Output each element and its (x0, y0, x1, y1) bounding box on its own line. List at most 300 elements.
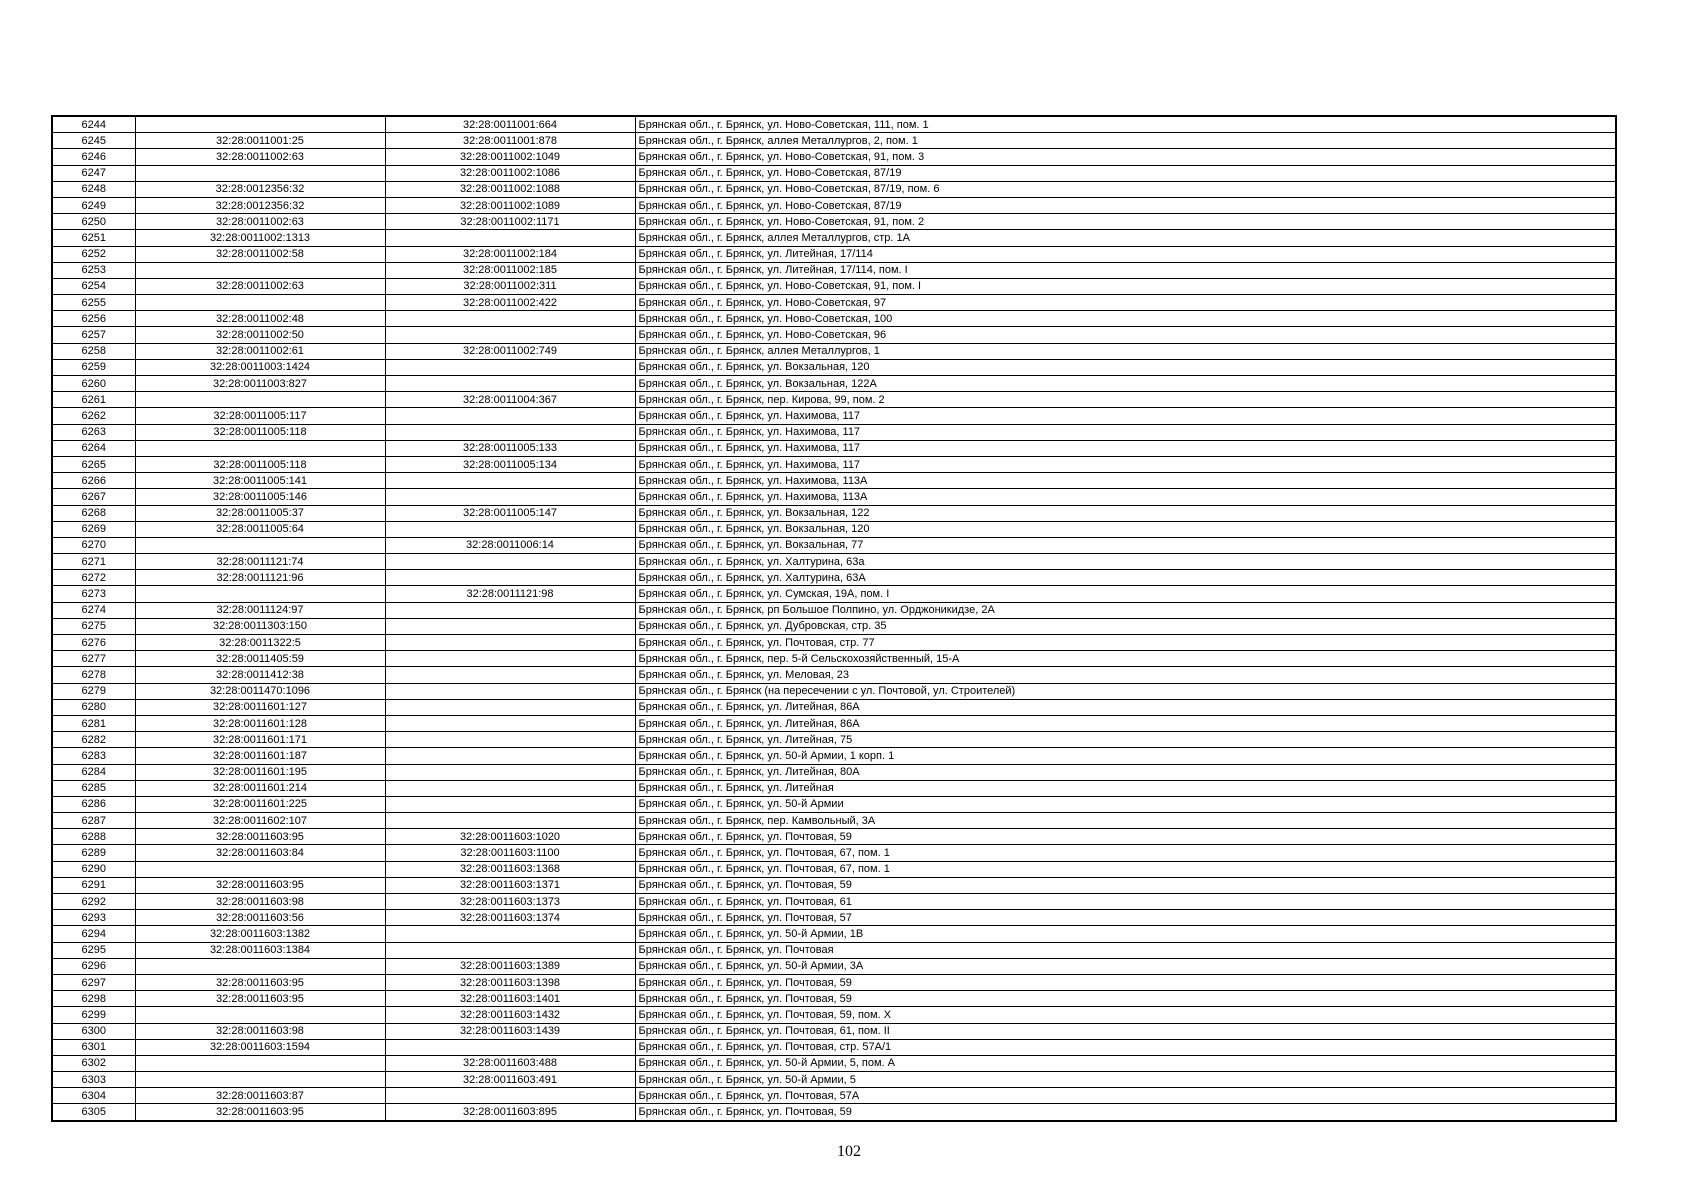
row-number-cell: 6284 (52, 764, 135, 780)
table-row (52, 343, 1616, 359)
row-number-cell: 6272 (52, 570, 135, 586)
table-row (52, 262, 1616, 278)
table-row (52, 667, 1616, 683)
land-cadastral-number-cell: 32:28:0011602:107 (135, 813, 385, 829)
address-cell: Брянская обл., г. Брянск, пер. Кирова, 99, пом. 2 (635, 392, 1616, 408)
row-number-cell: 6253 (52, 262, 135, 278)
land-cadastral-number-cell: 32:28:0011412:38 (135, 667, 385, 683)
object-cadastral-number-cell (385, 554, 635, 570)
table-row (52, 133, 1616, 149)
land-cadastral-number-cell: 32:28:0011002:61 (135, 343, 385, 359)
land-cadastral-number-cell: 32:28:0011470:1096 (135, 683, 385, 699)
table-row (52, 456, 1616, 472)
address-cell: Брянская обл., г. Брянск, ул. Почтовая (635, 942, 1616, 958)
land-cadastral-number-cell: 32:28:0011005:146 (135, 489, 385, 505)
land-cadastral-number-cell: 32:28:0011603:95 (135, 1104, 385, 1121)
object-cadastral-number-cell (385, 424, 635, 440)
object-cadastral-number-cell (385, 230, 635, 246)
address-cell: Брянская обл., г. Брянск, ул. Нахимова, 113А (635, 489, 1616, 505)
land-cadastral-number-cell: 32:28:0011405:59 (135, 651, 385, 667)
land-cadastral-number-cell: 32:28:0011002:63 (135, 214, 385, 230)
object-cadastral-number-cell (385, 764, 635, 780)
table-row (52, 748, 1616, 764)
object-cadastral-number-cell: 32:28:0011002:422 (385, 295, 635, 311)
object-cadastral-number-cell: 32:28:0011603:1432 (385, 1007, 635, 1023)
address-cell: Брянская обл., г. Брянск, ул. Почтовая, 59 (635, 991, 1616, 1007)
table-row (52, 1072, 1616, 1088)
table-row (52, 473, 1616, 489)
address-cell: Брянская обл., г. Брянск, ул. Вокзальная, 120 (635, 359, 1616, 375)
object-cadastral-number-cell: 32:28:0011603:1398 (385, 974, 635, 990)
table-row (52, 861, 1616, 877)
object-cadastral-number-cell: 32:28:0011603:1389 (385, 958, 635, 974)
row-number-cell: 6304 (52, 1088, 135, 1104)
row-number-cell: 6261 (52, 392, 135, 408)
land-cadastral-number-cell: 32:28:0011601:187 (135, 748, 385, 764)
table-row (52, 197, 1616, 213)
row-number-cell: 6262 (52, 408, 135, 424)
object-cadastral-number-cell: 32:28:0011603:488 (385, 1055, 635, 1071)
address-cell: Брянская обл., г. Брянск, ул. Почтовая, 59 (635, 877, 1616, 893)
object-cadastral-number-cell: 32:28:0011603:1368 (385, 861, 635, 877)
address-cell: Брянская обл., г. Брянск, пер. 5-й Сельскохозяйственный, 15-А (635, 651, 1616, 667)
object-cadastral-number-cell (385, 618, 635, 634)
table-row (52, 489, 1616, 505)
table-row (52, 392, 1616, 408)
object-cadastral-number-cell (385, 683, 635, 699)
land-cadastral-number-cell: 32:28:0011002:1313 (135, 230, 385, 246)
land-cadastral-number-cell: 32:28:0011601:195 (135, 764, 385, 780)
cadastral-register-table (51, 115, 1617, 1122)
land-cadastral-number-cell: 32:28:0011005:37 (135, 505, 385, 521)
row-number-cell: 6283 (52, 748, 135, 764)
object-cadastral-number-cell (385, 651, 635, 667)
register-table-body (52, 116, 1616, 1121)
address-cell: Брянская обл., г. Брянск, ул. Вокзальная, 77 (635, 537, 1616, 553)
land-cadastral-number-cell: 32:28:0011005:117 (135, 408, 385, 424)
land-cadastral-number-cell: 32:28:0011601:171 (135, 732, 385, 748)
table-row (52, 732, 1616, 748)
object-cadastral-number-cell: 32:28:0011002:311 (385, 278, 635, 294)
object-cadastral-number-cell: 32:28:0011001:878 (385, 133, 635, 149)
row-number-cell: 6300 (52, 1023, 135, 1039)
table-row (52, 780, 1616, 796)
table-row (52, 165, 1616, 181)
row-number-cell: 6263 (52, 424, 135, 440)
object-cadastral-number-cell (385, 780, 635, 796)
object-cadastral-number-cell: 32:28:0011603:1020 (385, 829, 635, 845)
land-cadastral-number-cell: 32:28:0011002:50 (135, 327, 385, 343)
land-cadastral-number-cell (135, 440, 385, 456)
object-cadastral-number-cell: 32:28:0011603:1401 (385, 991, 635, 1007)
row-number-cell: 6302 (52, 1055, 135, 1071)
row-number-cell: 6295 (52, 942, 135, 958)
address-cell: Брянская обл., г. Брянск, ул. 50-й Армии, 5, пом. А (635, 1055, 1616, 1071)
address-cell: Брянская обл., г. Брянск, ул. Литейная, 86А (635, 699, 1616, 715)
address-cell: Брянская обл., г. Брянск, ул. Ново-Советская, 91, пом. I (635, 278, 1616, 294)
table-row (52, 521, 1616, 537)
address-cell: Брянская обл., г. Брянск, ул. Ново-Советская, 87/19 (635, 197, 1616, 213)
address-cell: Брянская обл., г. Брянск, ул. Вокзальная, 120 (635, 521, 1616, 537)
table-row (52, 554, 1616, 570)
table-row (52, 813, 1616, 829)
land-cadastral-number-cell: 32:28:0011603:98 (135, 894, 385, 910)
row-number-cell: 6299 (52, 1007, 135, 1023)
row-number-cell: 6249 (52, 197, 135, 213)
row-number-cell: 6287 (52, 813, 135, 829)
address-cell: Брянская обл., г. Брянск, ул. Нахимова, 117 (635, 456, 1616, 472)
address-cell: Брянская обл., г. Брянск, аллея Металлургов, 2, пом. 1 (635, 133, 1616, 149)
row-number-cell: 6274 (52, 602, 135, 618)
table-row (52, 149, 1616, 165)
land-cadastral-number-cell: 32:28:0011603:1382 (135, 926, 385, 942)
address-cell: Брянская обл., г. Брянск, ул. Почтовая, 67, пом. 1 (635, 861, 1616, 877)
address-cell: Брянская обл., г. Брянск, ул. Сумская, 19А, пом. I (635, 586, 1616, 602)
row-number-cell: 6258 (52, 343, 135, 359)
address-cell: Брянская обл., г. Брянск, аллея Металлургов, стр. 1А (635, 230, 1616, 246)
land-cadastral-number-cell (135, 1007, 385, 1023)
address-cell: Брянская обл., г. Брянск, ул. Почтовая, 59 (635, 1104, 1616, 1121)
address-cell: Брянская обл., г. Брянск, ул. Почтовая, 57А (635, 1088, 1616, 1104)
table-row (52, 926, 1616, 942)
address-cell: Брянская обл., г. Брянск, ул. Ново-Советская, 91, пом. 2 (635, 214, 1616, 230)
row-number-cell: 6277 (52, 651, 135, 667)
table-row (52, 829, 1616, 845)
object-cadastral-number-cell: 32:28:0011002:1049 (385, 149, 635, 165)
object-cadastral-number-cell (385, 602, 635, 618)
land-cadastral-number-cell: 32:28:0011002:63 (135, 278, 385, 294)
address-cell: Брянская обл., г. Брянск, ул. Нахимова, 117 (635, 408, 1616, 424)
address-cell: Брянская обл., г. Брянск, ул. Нахимова, 113А (635, 473, 1616, 489)
address-cell: Брянская обл., г. Брянск, ул. Нахимова, 117 (635, 424, 1616, 440)
table-row (52, 570, 1616, 586)
table-row (52, 974, 1616, 990)
land-cadastral-number-cell: 32:28:0011603:95 (135, 877, 385, 893)
address-cell: Брянская обл., г. Брянск, ул. Вокзальная, 122А (635, 376, 1616, 392)
object-cadastral-number-cell: 32:28:0011004:367 (385, 392, 635, 408)
address-cell: Брянская обл., г. Брянск, ул. Ново-Советская, 100 (635, 311, 1616, 327)
address-cell: Брянская обл., г. Брянск, ул. Ново-Советская, 87/19, пом. 6 (635, 181, 1616, 197)
row-number-cell: 6268 (52, 505, 135, 521)
land-cadastral-number-cell: 32:28:0011601:127 (135, 699, 385, 715)
address-cell: Брянская обл., г. Брянск, аллея Металлургов, 1 (635, 343, 1616, 359)
object-cadastral-number-cell (385, 667, 635, 683)
table-row (52, 618, 1616, 634)
table-row (52, 602, 1616, 618)
object-cadastral-number-cell: 32:28:0011006:14 (385, 537, 635, 553)
row-number-cell: 6280 (52, 699, 135, 715)
address-cell: Брянская обл., г. Брянск, ул. Ново-Советская, 96 (635, 327, 1616, 343)
table-row (52, 651, 1616, 667)
land-cadastral-number-cell (135, 1072, 385, 1088)
land-cadastral-number-cell: 32:28:0011603:56 (135, 910, 385, 926)
object-cadastral-number-cell: 32:28:0011603:1374 (385, 910, 635, 926)
object-cadastral-number-cell: 32:28:0011603:1371 (385, 877, 635, 893)
address-cell: Брянская обл., г. Брянск, ул. 50-й Армии, 3А (635, 958, 1616, 974)
table-row (52, 505, 1616, 521)
object-cadastral-number-cell: 32:28:0011002:1171 (385, 214, 635, 230)
land-cadastral-number-cell: 32:28:0012356:32 (135, 197, 385, 213)
address-cell: Брянская обл., г. Брянск, ул. Литейная, 80А (635, 764, 1616, 780)
object-cadastral-number-cell (385, 813, 635, 829)
object-cadastral-number-cell (385, 408, 635, 424)
address-cell: Брянская обл., г. Брянск, ул. 50-й Армии, 1 корп. 1 (635, 748, 1616, 764)
land-cadastral-number-cell: 32:28:0011601:225 (135, 796, 385, 812)
row-number-cell: 6282 (52, 732, 135, 748)
land-cadastral-number-cell: 32:28:0011124:97 (135, 602, 385, 618)
address-cell: Брянская обл., г. Брянск, ул. Литейная, 17/114 (635, 246, 1616, 262)
table-row (52, 991, 1616, 1007)
table-row (52, 764, 1616, 780)
table-row (52, 1088, 1616, 1104)
address-cell: Брянская обл., г. Брянск, ул. Почтовая, стр. 57А/1 (635, 1039, 1616, 1055)
table-row (52, 683, 1616, 699)
object-cadastral-number-cell (385, 1039, 635, 1055)
land-cadastral-number-cell: 32:28:0011003:1424 (135, 359, 385, 375)
land-cadastral-number-cell: 32:28:0011603:84 (135, 845, 385, 861)
row-number-cell: 6260 (52, 376, 135, 392)
address-cell: Брянская обл., г. Брянск, ул. Меловая, 23 (635, 667, 1616, 683)
object-cadastral-number-cell (385, 942, 635, 958)
row-number-cell: 6278 (52, 667, 135, 683)
address-cell: Брянская обл., г. Брянск (на пересечении с ул. Почтовой, ул. Строителей) (635, 683, 1616, 699)
row-number-cell: 6291 (52, 877, 135, 893)
land-cadastral-number-cell: 32:28:0011005:118 (135, 456, 385, 472)
land-cadastral-number-cell: 32:28:0011002:63 (135, 149, 385, 165)
table-row (52, 440, 1616, 456)
address-cell: Брянская обл., г. Брянск, пер. Камвольный, 3А (635, 813, 1616, 829)
land-cadastral-number-cell (135, 537, 385, 553)
table-row (52, 1023, 1616, 1039)
table-row (52, 214, 1616, 230)
address-cell: Брянская обл., г. Брянск, ул. Ново-Советская, 97 (635, 295, 1616, 311)
object-cadastral-number-cell: 32:28:0011002:749 (385, 343, 635, 359)
land-cadastral-number-cell: 32:28:0011603:98 (135, 1023, 385, 1039)
table-row (52, 715, 1616, 731)
row-number-cell: 6247 (52, 165, 135, 181)
row-number-cell: 6286 (52, 796, 135, 812)
row-number-cell: 6259 (52, 359, 135, 375)
object-cadastral-number-cell (385, 489, 635, 505)
land-cadastral-number-cell: 32:28:0012356:32 (135, 181, 385, 197)
table-row (52, 408, 1616, 424)
address-cell: Брянская обл., г. Брянск, ул. Ново-Советская, 87/19 (635, 165, 1616, 181)
table-row (52, 958, 1616, 974)
row-number-cell: 6297 (52, 974, 135, 990)
table-row (52, 942, 1616, 958)
address-cell: Брянская обл., г. Брянск, ул. 50-й Армии (635, 796, 1616, 812)
address-cell: Брянская обл., г. Брянск, ул. Вокзальная, 122 (635, 505, 1616, 521)
object-cadastral-number-cell (385, 715, 635, 731)
object-cadastral-number-cell (385, 732, 635, 748)
table-row (52, 424, 1616, 440)
table-row (52, 376, 1616, 392)
address-cell: Брянская обл., г. Брянск, ул. Нахимова, 117 (635, 440, 1616, 456)
object-cadastral-number-cell: 32:28:0011603:1373 (385, 894, 635, 910)
land-cadastral-number-cell (135, 116, 385, 133)
object-cadastral-number-cell: 32:28:0011121:98 (385, 586, 635, 602)
object-cadastral-number-cell: 32:28:0011002:185 (385, 262, 635, 278)
table-row (52, 116, 1616, 133)
object-cadastral-number-cell (385, 1088, 635, 1104)
table-row (52, 181, 1616, 197)
land-cadastral-number-cell (135, 861, 385, 877)
row-number-cell: 6303 (52, 1072, 135, 1088)
object-cadastral-number-cell: 32:28:0011001:664 (385, 116, 635, 133)
row-number-cell: 6254 (52, 278, 135, 294)
address-cell: Брянская обл., г. Брянск, ул. Почтовая, стр. 77 (635, 635, 1616, 651)
row-number-cell: 6250 (52, 214, 135, 230)
address-cell: Брянская обл., г. Брянск, ул. 50-й Армии, 1В (635, 926, 1616, 942)
row-number-cell: 6301 (52, 1039, 135, 1055)
object-cadastral-number-cell: 32:28:0011603:1100 (385, 845, 635, 861)
row-number-cell: 6255 (52, 295, 135, 311)
address-cell: Брянская обл., г. Брянск, ул. Ново-Советская, 111, пом. 1 (635, 116, 1616, 133)
address-cell: Брянская обл., г. Брянск, ул. 50-й Армии, 5 (635, 1072, 1616, 1088)
address-cell: Брянская обл., г. Брянск, рп Большое Полпино, ул. Орджоникидзе, 2А (635, 602, 1616, 618)
address-cell: Брянская обл., г. Брянск, ул. Почтовая, 61 (635, 894, 1616, 910)
object-cadastral-number-cell: 32:28:0011002:1086 (385, 165, 635, 181)
land-cadastral-number-cell: 32:28:0011005:141 (135, 473, 385, 489)
table-row (52, 796, 1616, 812)
land-cadastral-number-cell (135, 586, 385, 602)
table-row (52, 359, 1616, 375)
table-row (52, 845, 1616, 861)
row-number-cell: 6273 (52, 586, 135, 602)
row-number-cell: 6266 (52, 473, 135, 489)
land-cadastral-number-cell: 32:28:0011603:1594 (135, 1039, 385, 1055)
address-cell: Брянская обл., г. Брянск, ул. Литейная, 75 (635, 732, 1616, 748)
object-cadastral-number-cell: 32:28:0011603:491 (385, 1072, 635, 1088)
object-cadastral-number-cell (385, 635, 635, 651)
address-cell: Брянская обл., г. Брянск, ул. Литейная (635, 780, 1616, 796)
address-cell: Брянская обл., г. Брянск, ул. Почтовая, 59 (635, 829, 1616, 845)
row-number-cell: 6279 (52, 683, 135, 699)
row-number-cell: 6305 (52, 1104, 135, 1121)
object-cadastral-number-cell: 32:28:0011603:895 (385, 1104, 635, 1121)
address-cell: Брянская обл., г. Брянск, ул. Почтовая, 61, пом. II (635, 1023, 1616, 1039)
land-cadastral-number-cell: 32:28:0011601:214 (135, 780, 385, 796)
address-cell: Брянская обл., г. Брянск, ул. Халтурина, 63а (635, 554, 1616, 570)
land-cadastral-number-cell: 32:28:0011121:74 (135, 554, 385, 570)
land-cadastral-number-cell: 32:28:0011003:827 (135, 376, 385, 392)
address-cell: Брянская обл., г. Брянск, ул. Почтовая, 67, пом. 1 (635, 845, 1616, 861)
land-cadastral-number-cell: 32:28:0011603:87 (135, 1088, 385, 1104)
row-number-cell: 6276 (52, 635, 135, 651)
land-cadastral-number-cell: 32:28:0011303:150 (135, 618, 385, 634)
row-number-cell: 6257 (52, 327, 135, 343)
land-cadastral-number-cell: 32:28:0011601:128 (135, 715, 385, 731)
row-number-cell: 6271 (52, 554, 135, 570)
land-cadastral-number-cell (135, 392, 385, 408)
land-cadastral-number-cell (135, 1055, 385, 1071)
table-row (52, 537, 1616, 553)
row-number-cell: 6292 (52, 894, 135, 910)
row-number-cell: 6265 (52, 456, 135, 472)
address-cell: Брянская обл., г. Брянск, ул. Литейная, 17/114, пом. I (635, 262, 1616, 278)
object-cadastral-number-cell (385, 570, 635, 586)
land-cadastral-number-cell: 32:28:0011121:96 (135, 570, 385, 586)
land-cadastral-number-cell (135, 165, 385, 181)
row-number-cell: 6252 (52, 246, 135, 262)
table-row (52, 894, 1616, 910)
table-row (52, 230, 1616, 246)
table-row (52, 635, 1616, 651)
table-row (52, 246, 1616, 262)
row-number-cell: 6251 (52, 230, 135, 246)
row-number-cell: 6244 (52, 116, 135, 133)
table-row (52, 586, 1616, 602)
object-cadastral-number-cell: 32:28:0011005:133 (385, 440, 635, 456)
row-number-cell: 6294 (52, 926, 135, 942)
row-number-cell: 6298 (52, 991, 135, 1007)
land-cadastral-number-cell: 32:28:0011603:95 (135, 974, 385, 990)
object-cadastral-number-cell (385, 521, 635, 537)
land-cadastral-number-cell: 32:28:0011603:95 (135, 829, 385, 845)
row-number-cell: 6285 (52, 780, 135, 796)
object-cadastral-number-cell: 32:28:0011002:1088 (385, 181, 635, 197)
row-number-cell: 6290 (52, 861, 135, 877)
table-row (52, 327, 1616, 343)
land-cadastral-number-cell: 32:28:0011005:64 (135, 521, 385, 537)
row-number-cell: 6248 (52, 181, 135, 197)
row-number-cell: 6269 (52, 521, 135, 537)
table-row (52, 877, 1616, 893)
land-cadastral-number-cell: 32:28:0011001:25 (135, 133, 385, 149)
object-cadastral-number-cell: 32:28:0011005:147 (385, 505, 635, 521)
object-cadastral-number-cell (385, 699, 635, 715)
table-row (52, 699, 1616, 715)
row-number-cell: 6256 (52, 311, 135, 327)
table-row (52, 1007, 1616, 1023)
land-cadastral-number-cell (135, 958, 385, 974)
row-number-cell: 6267 (52, 489, 135, 505)
object-cadastral-number-cell: 32:28:0011002:1089 (385, 197, 635, 213)
land-cadastral-number-cell: 32:28:0011322:5 (135, 635, 385, 651)
row-number-cell: 6264 (52, 440, 135, 456)
land-cadastral-number-cell (135, 295, 385, 311)
row-number-cell: 6246 (52, 149, 135, 165)
address-cell: Брянская обл., г. Брянск, ул. Литейная, 86А (635, 715, 1616, 731)
object-cadastral-number-cell: 32:28:0011005:134 (385, 456, 635, 472)
land-cadastral-number-cell: 32:28:0011603:95 (135, 991, 385, 1007)
address-cell: Брянская обл., г. Брянск, ул. Почтовая, 59 (635, 974, 1616, 990)
object-cadastral-number-cell (385, 376, 635, 392)
land-cadastral-number-cell (135, 262, 385, 278)
object-cadastral-number-cell (385, 327, 635, 343)
object-cadastral-number-cell (385, 926, 635, 942)
row-number-cell: 6289 (52, 845, 135, 861)
row-number-cell: 6270 (52, 537, 135, 553)
land-cadastral-number-cell: 32:28:0011002:48 (135, 311, 385, 327)
object-cadastral-number-cell: 32:28:0011603:1439 (385, 1023, 635, 1039)
table-row (52, 278, 1616, 294)
land-cadastral-number-cell: 32:28:0011005:118 (135, 424, 385, 440)
row-number-cell: 6245 (52, 133, 135, 149)
object-cadastral-number-cell (385, 359, 635, 375)
object-cadastral-number-cell (385, 748, 635, 764)
object-cadastral-number-cell: 32:28:0011002:184 (385, 246, 635, 262)
row-number-cell: 6281 (52, 715, 135, 731)
row-number-cell: 6275 (52, 618, 135, 634)
row-number-cell: 6293 (52, 910, 135, 926)
table-row (52, 910, 1616, 926)
row-number-cell: 6288 (52, 829, 135, 845)
land-cadastral-number-cell: 32:28:0011603:1384 (135, 942, 385, 958)
row-number-cell: 6296 (52, 958, 135, 974)
object-cadastral-number-cell (385, 311, 635, 327)
table-row (52, 1104, 1616, 1121)
